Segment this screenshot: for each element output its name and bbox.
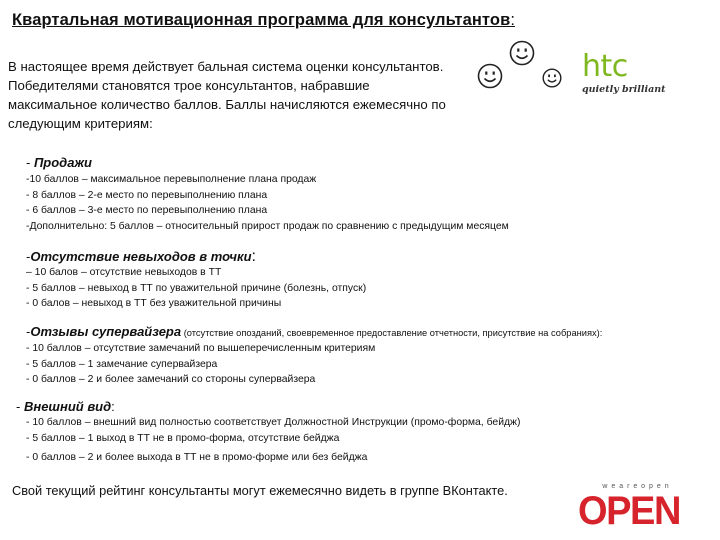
htc-logo-tagline: quietly brilliant xyxy=(582,84,666,95)
section-list-absence xyxy=(26,265,366,312)
htc-logo-wordmark: htc xyxy=(582,49,628,84)
section-heading-absence: -Отсутствие невыходов в точки: xyxy=(26,248,256,265)
intro-line: В настоящее время действует бальная система оценки консультантов. xyxy=(8,59,444,74)
list-item: -10 баллов – максимальное перевыполнение плана продаж xyxy=(26,174,317,185)
page-title: Квартальная мотивационная программа для консультантов: xyxy=(12,11,516,29)
smiley-icon xyxy=(542,68,562,88)
list-item: - 8 баллов – 2-е место по перевыполнению плана xyxy=(26,189,268,201)
smiley-icon xyxy=(509,40,535,66)
section-note-supervisor: (отсутствие опозданий, своевременное предоставление отчетности, присутствие на собраниях): xyxy=(181,328,603,338)
list-item: - 5 баллов – невыход в ТТ по уважительной причине (болезнь, отпуск) xyxy=(26,282,367,294)
open-logo-tagline: w e a r e o p e n xyxy=(602,483,670,490)
section-list-appearance xyxy=(26,415,520,446)
htc-logo xyxy=(582,49,666,100)
intro-line: Победителями становятся трое консультантов, набравшие xyxy=(8,78,370,93)
section-heading-supervisor: -Отзывы супервайзера (отсутствие опозданий, своевременное предоставление отчетности, присутствие на собраниях): xyxy=(26,324,603,339)
list-item: - 6 баллов – 3-е место по перевыполнению плана xyxy=(26,205,268,216)
list-item: – 10 балов – отсутствие невыходов в ТТ xyxy=(26,267,222,278)
list-item: - 0 баллов – 2 и более замечаний со стороны супервайзера xyxy=(26,374,316,385)
list-item: - 5 баллов – 1 замечание супервайзера xyxy=(26,358,218,370)
list-item: - 10 баллов – отсутствие замечаний по вышеперечисленным критериям xyxy=(26,343,376,354)
intro-line: максимальное количество баллов. Баллы начисляются ежемесячно по xyxy=(8,97,446,112)
section-list-supervisor xyxy=(26,341,375,388)
intro-paragraph xyxy=(8,57,446,133)
intro-line: следующим критериям: xyxy=(8,116,153,131)
list-item: - 10 баллов – внешний вид полностью соответствует Должностной Инструкции (промо-форма, бейдж) xyxy=(26,417,521,428)
list-item: - 0 балов – невыход в ТТ без уважительной причины xyxy=(26,298,282,309)
section-list-sales xyxy=(26,172,509,234)
open-logo xyxy=(578,483,694,537)
smiley-icon xyxy=(477,63,503,89)
open-logo-wordmark: OPEN xyxy=(578,489,680,533)
footer-note: Свой текущий рейтинг консультанты могут ежемесячно видеть в группе ВКонтакте. xyxy=(12,483,508,498)
list-item: -Дополнительно: 5 баллов – относительный прирост продаж по сравнению с предыдущим месяцем xyxy=(26,220,509,232)
section-heading-sales: - Продажи xyxy=(26,155,92,170)
list-item: - 0 баллов – 2 и более выхода в ТТ не в промо-форме или без бейджа xyxy=(26,452,368,463)
list-item: - 5 баллов – 1 выход в ТТ не в промо-форма, отсутствие бейджа xyxy=(26,432,340,444)
section-heading-appearance: - Внешний вид: xyxy=(16,399,115,414)
